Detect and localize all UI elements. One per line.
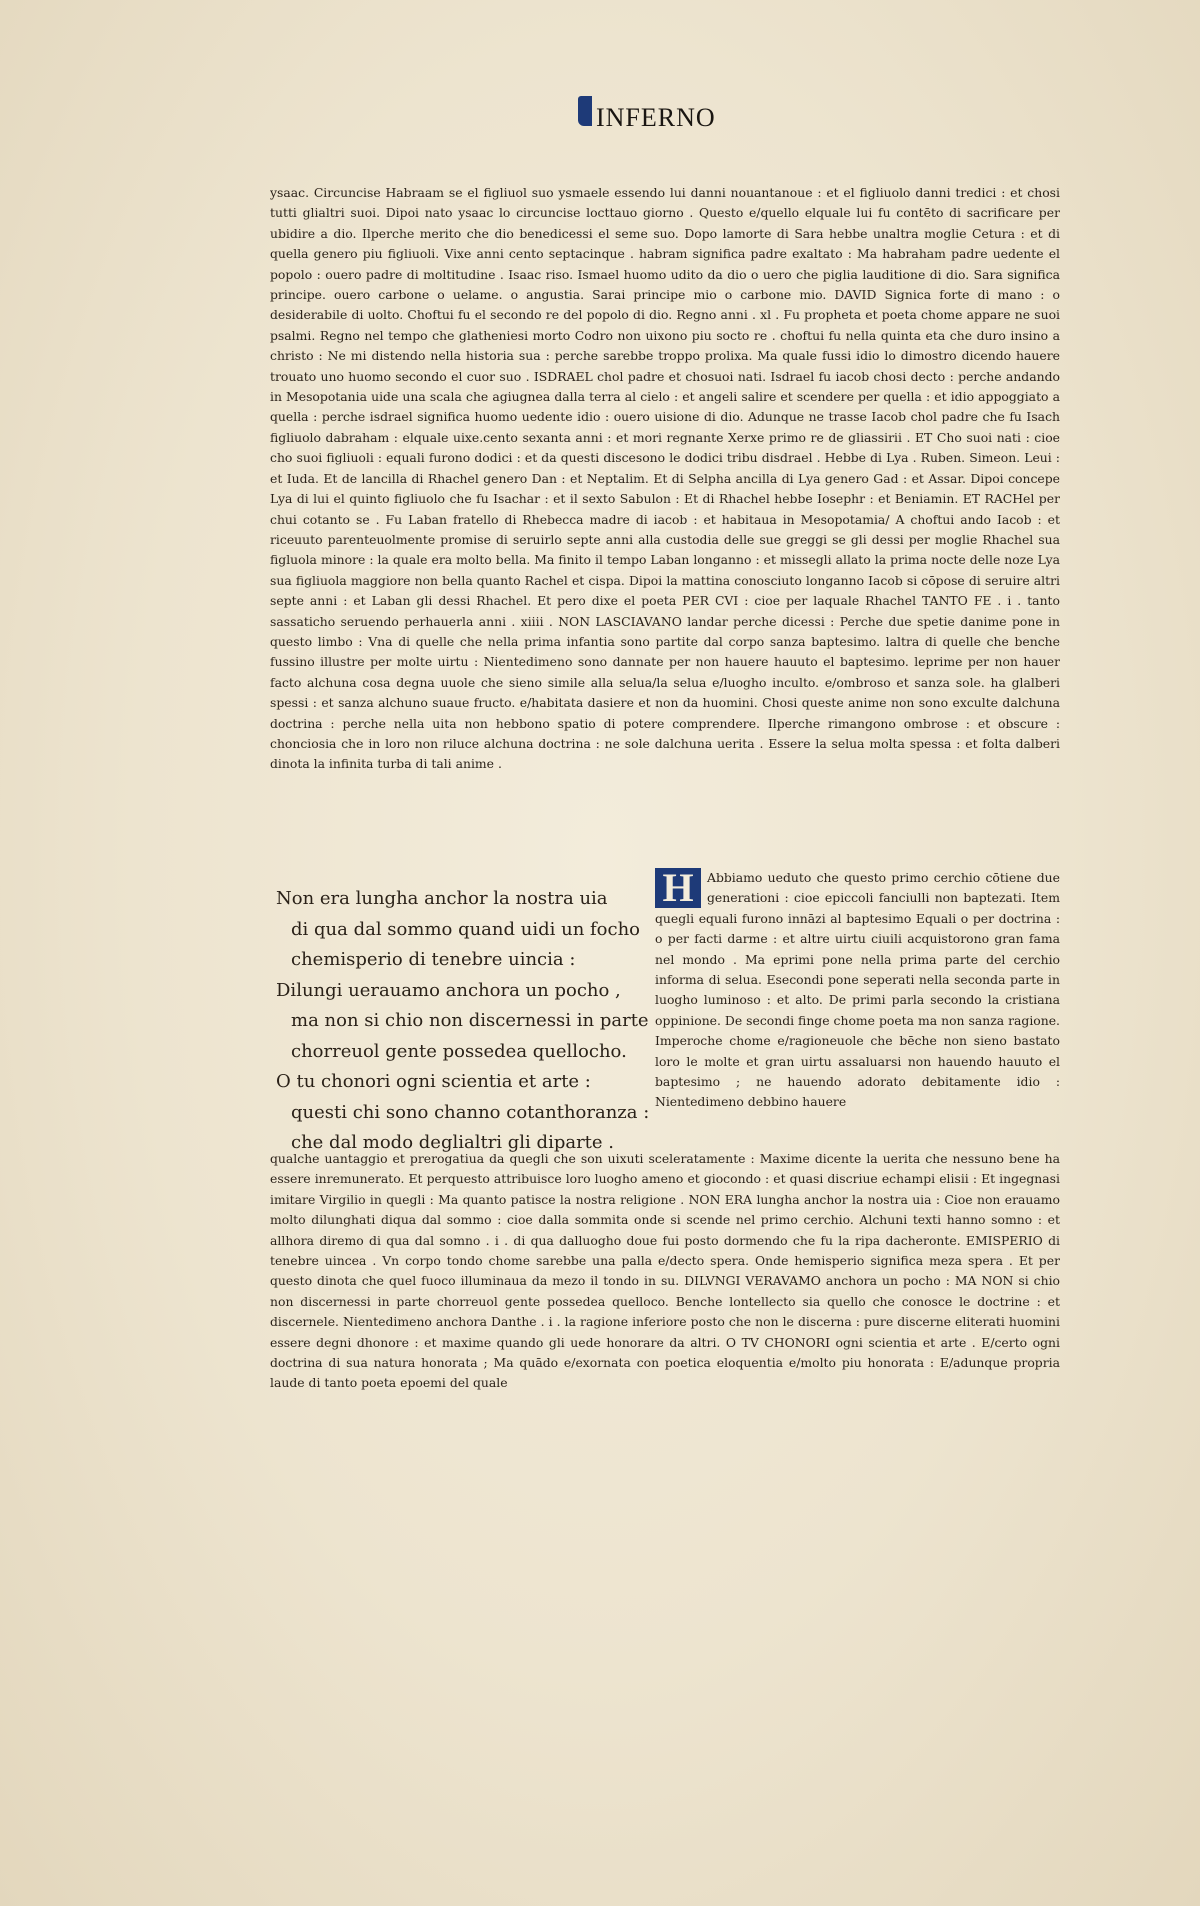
decorated-initial: H bbox=[655, 868, 701, 908]
commentary-bottom-text: qualche uantaggio et prerogatiua da quegli che son uixuti sceleratamente : Maxime dicente la uerita che nessuno bene ha essere inremunerato. Et perquesto attribuisce loro luogho ameno et giocondo : et quasi discriue echampi elisii : Et ingegnasi imitare Virgilio in quegli : Ma quanto patisce la nostra religione . NON ERA lungha anchor la nostra uia : Cioe non erauamo molto dilunghati diqua dal sommo : cioe dalla sommita onde si scende nel primo cerchio. Alchuni texti hanno somno : et allhora diremo di qua dal somno . i . di qua dalluogho doue fui posto dormendo che fu la ripa dacheronte. EMISPERIO di tenebre uincea . Vn corpo tondo chome sarebbe una palla e/decto spera. Onde hemisperio significa meza spera . Et per questo dinota che quel fuoco illuminaua da mezo il tondo in su. DILVNGI VERAVAMO anchora un pocho : MA NON si chio non discernessi in parte chorreuol gente possedea quelloco. Benche lontellecto sia quello che conosce le doctrine : et discernele. Nientedimeno anchora Danthe . i . la ragione inferiore posto che non le discerna : pure discerne eliterati huomini essere degni dhonore : et maxime quando gli uede honorare da altri. O TV CHONORI ogni scientia et arte . E/certo ogni doctrina di sua natura honorata ; Ma quādo e/exornata con poetica eloquentia e/molto piu honorata : E/adunque propria laude di tanto poeta epoemi del quale bbox=[270, 1151, 1060, 1391]
commentary-bottom bbox=[270, 1149, 1060, 1431]
verse-block bbox=[276, 884, 650, 1159]
verse-line: ma non si chio non discernessi in parte bbox=[291, 1010, 649, 1031]
page-title: INFERNO bbox=[596, 103, 716, 132]
verse-line: O tu chonori ogni scientia et arte : bbox=[276, 1071, 591, 1092]
running-header bbox=[578, 96, 716, 133]
side-commentary bbox=[655, 865, 1060, 1113]
verse-line: Dilungi uerauamo anchora un pocho , bbox=[276, 979, 621, 1001]
verse-line: questi chi sono channo cotanthoranza : bbox=[291, 1101, 650, 1123]
verse-line: che dal modo deglialtri gli diparte . bbox=[291, 1132, 615, 1153]
verse-line: di qua dal sommo quand uidi un focho bbox=[291, 918, 641, 940]
verse-line: chemisperio di tenebre uincia : bbox=[291, 949, 576, 970]
verse-line: chorreuol gente possedea quellocho. bbox=[291, 1040, 627, 1062]
blue-initial-mark bbox=[578, 96, 592, 126]
verse-line: Non era lungha anchor la nostra uia bbox=[276, 888, 608, 909]
commentary-top-text: ysaac. Circuncise Habraam se el figliuol suo ysmaele essendo lui danni nouantanoue : et el figliuolo danni tredici : et chosi tutti glialtri suoi. Dipoi nato ysaac lo circuncise locttauo giorno . Questo e/quello elquale lui fu contēto di sacrificare per ubidire a dio. Ilperche merito che dio benedicessi el seme suo. Dopo lamorte di Sara hebbe unaltra moglie Cetura : et di quella genero piu figliuoli. Vixe anni cento septacinque . habram significa padre exaltato : Ma habraham padre uedente el popolo : ouero padre di moltitudine . Isaac riso. Ismael huomo udito da dio o uero che piglia lauditione di dio. Sara significa principe. ouero carbone o uelame. o angustia. Sarai principe mio o carbone mio. DAVID Signica forte di mano : o desiderabile di uolto. Choftui fu el secondo re del popolo di dio. Regno anni . xl . Fu propheta et poeta chome appare ne suoi psalmi. Regno nel tempo che glatheniesi morto Codro non uixono piu socto re . choftui fu nella quinta eta che duro insino a christo : Ne mi distendo nella historia sua : perche sarebbe troppo prolixa. Ma quale fussi idio lo dimostro dicendo hauere trouato uno huomo secondo el cuor suo . ISDRAEL chol padre et chosuoi nati. Isdrael fu iacob chosi decto : perche andando in Mesopotania uide una scala che agiugnea dalla terra al cielo : et angeli salire et scendere per quella : et idio appoggiato a quella : perche isdrael significa huomo uedente idio : ouero uisione di dio. Adunque ne trasse Iacob chol padre che fu Isach figliuolo dabraham : elquale uixe.cento sexanta anni : et mori regnante Xerxe primo re de gliassirii . ET Cho suoi nati : cioe cho suoi figliuoli : equali furono dodici : et da questi discesono le dodici tribu disdrael . Hebbe di Lya . Ruben. Simeon. Leui : et Iuda. Et de lancilla di Rhachel genero Dan : et Neptalim. Et di Selpha ancilla di Lya genero Gad : et Assar. Dipoi concepe Lya di lui el quinto figliuolo che fu Isachar : et il sexto Sabulon : Et di Rhachel hebbe Iosephr : et Beniamin. ET RACHel per chui cotanto se . Fu Laban fratello di Rhebecca madre di iacob : et habitaua in Mesopotamia/ A choftui ando Iacob : et riceuuto parenteuolmente promise di seruirlo septe anni alla custodia delle sue greggi se gli dessi per moglie Rhachel sua figluola minore : la quale era molto bella. Ma finito il tempo Laban longanno : et missegli allato la prima nocte delle noze Lya sua figliuola maggiore non bella quanto Rachel et cispa. Dipoi la mattina conosciuto longanno Iacob si cōpose di seruire altri septe anni : et Laban gli dessi Rhachel. Et pero dixe el poeta PER CVI : cioe per laquale Rhachel TANTO FE . i . tanto sassatichо seruendo perhauerla anni . xiiii . NON LASCIAVANO landar perche dicessi : Perche due spetie danime pone in questo limbo : Vna di quelle che nella prima infantia sono partite dal corpo sanza baptesimo. laltra di quelle che benche fussino illustre per molte uirtu : Nientedimeno sono dannate per non hauere hauuto el baptesimo. leprime per non hauer facto alchuna cosa degna uuole che sieno simile alla selua/la selua e/luogho inculto. e/ombroso et sanza sole. ha glalberi spessi : et sanza alchuno suaue fructo. e/habitata dasiere et non da huomini. Chosi queste anime non sono exculte dalchuna doctrina : perche nella uita non hebbono spatio di potere comprendere. Ilperche rimangono ombrose : et obscure : chonciosia che in loro non riluce alchuna doctrina : ne sole dalchuna uerita . Essere la selua molta spessa : et folta dalberi dinota la infinita turba di tali anime . bbox=[270, 185, 1060, 772]
commentary-top bbox=[270, 183, 1060, 855]
side-commentary-text: Abbiamo ueduto che questo primo cerchio cōtiene due generationi : cioe epiccoli fanciulli non baptezati. Item quegli equali furono innāzi al baptesimo Equali o per doctrina : o per facti darme : et altre uirtu ciuili acquistorono gran fama nel mondo . Ma eprimi pone nella prima parte del cerchio informa di selua. Esecondi pone seperati nella seconda parte in luogho luminoso : et alto. De primi parla secondo la cristiana oppinione. De secondi finge chome poeta ma non sanza ragione. Imperoche chome e/ragioneuole che bēche non sieno bastato loro le molte et gran uirtu assaluarsi non hauendo hauuto el baptesimo ; ne hauendo adorato debitamente idio : Nientedimeno debbino hauere bbox=[655, 870, 1060, 1110]
